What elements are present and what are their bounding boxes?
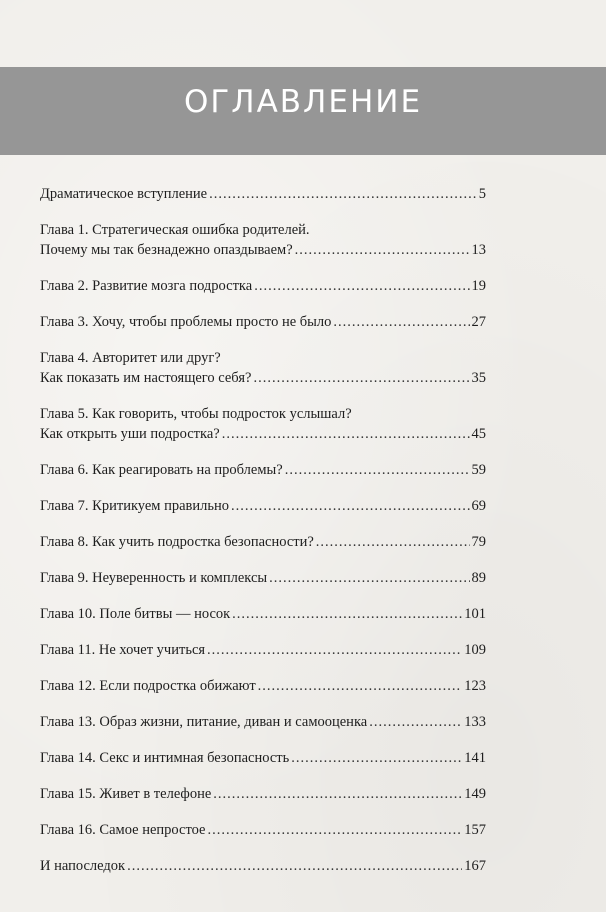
- toc-entry-title: Глава 9. Неуверенность и комплексы: [40, 570, 268, 586]
- toc-page-number: 123: [464, 678, 486, 694]
- dot-leader: [285, 460, 470, 480]
- dot-leader: [291, 748, 462, 768]
- dot-leader: [316, 532, 470, 552]
- toc-page-number: 167: [464, 858, 486, 874]
- toc-entry: [40, 276, 486, 296]
- toc-entry: [40, 640, 486, 660]
- toc-line: [40, 368, 486, 388]
- toc-page-number: 69: [471, 498, 486, 514]
- toc-page-number: 149: [464, 786, 486, 802]
- dot-leader: [231, 496, 469, 516]
- toc-entry-title: Почему мы так безнадежно опаздываем?: [40, 242, 293, 258]
- toc-page-number: 79: [471, 534, 486, 550]
- toc-line: [40, 496, 486, 516]
- toc-entry: [40, 604, 486, 624]
- toc-page-number: 5: [478, 186, 486, 202]
- toc-page-number: 45: [471, 426, 486, 442]
- toc-page-number: 133: [464, 714, 486, 730]
- toc-entry: [40, 404, 486, 444]
- toc-entry: [40, 220, 486, 260]
- toc-entry: [40, 348, 486, 388]
- toc-entry-title: Глава 10. Поле битвы — носок: [40, 606, 231, 622]
- toc-line: [40, 568, 486, 588]
- toc-line: [40, 404, 486, 424]
- dot-leader: [333, 312, 469, 332]
- toc-entry-title: Глава 16. Самое непростое: [40, 822, 206, 838]
- toc-entry: [40, 856, 486, 876]
- toc-line: [40, 460, 486, 480]
- toc-page-number: 157: [464, 822, 486, 838]
- toc-entry-title: Драматическое вступление: [40, 186, 208, 202]
- toc-entry: [40, 712, 486, 732]
- dot-leader: [127, 856, 462, 876]
- toc-line: [40, 312, 486, 332]
- toc-entry-title: Глава 2. Развитие мозга подростка: [40, 278, 253, 294]
- dot-leader: [207, 640, 462, 660]
- toc-line: [40, 532, 486, 552]
- toc-entry-title: Глава 5. Как говорить, чтобы подросток услышал?: [40, 406, 352, 422]
- toc-entry: [40, 532, 486, 552]
- toc-entry: [40, 184, 486, 204]
- toc-entry: [40, 820, 486, 840]
- toc-line: [40, 640, 486, 660]
- toc-entry-title: Глава 14. Секс и интимная безопасность: [40, 750, 290, 766]
- toc-page-number: 89: [471, 570, 486, 586]
- page-title: ОГЛАВЛЕНИЕ: [183, 84, 423, 120]
- dot-leader: [369, 712, 462, 732]
- dot-leader: [213, 784, 462, 804]
- toc-line: [40, 220, 486, 240]
- toc-line: [40, 240, 486, 260]
- dot-leader: [269, 568, 469, 588]
- toc-line: [40, 184, 486, 204]
- toc-line: [40, 276, 486, 296]
- toc-entry-title: Как показать им настоящего себя?: [40, 370, 252, 386]
- dot-leader: [222, 424, 470, 444]
- toc-entry-title: Глава 3. Хочу, чтобы проблемы просто не было: [40, 314, 332, 330]
- toc-entry-title: Как открыть уши подростка?: [40, 426, 220, 442]
- toc-page-number: 141: [464, 750, 486, 766]
- toc-line: [40, 348, 486, 368]
- toc-entry-title: И напоследок: [40, 858, 126, 874]
- toc-page-number: 19: [471, 278, 486, 294]
- dot-leader: [232, 604, 462, 624]
- dot-leader: [254, 276, 469, 296]
- toc-line: [40, 712, 486, 732]
- toc-page-number: 13: [471, 242, 486, 258]
- dot-leader: [295, 240, 470, 260]
- toc-line: [40, 856, 486, 876]
- toc-line: [40, 748, 486, 768]
- toc-entry: [40, 676, 486, 696]
- toc-entry-title: Глава 11. Не хочет учиться: [40, 642, 206, 658]
- dot-leader: [258, 676, 463, 696]
- toc-entry: [40, 312, 486, 332]
- toc-entry-title: Глава 8. Как учить подростка безопасности?: [40, 534, 314, 550]
- toc-page-number: 59: [471, 462, 486, 478]
- toc-entry-title: Глава 1. Стратегическая ошибка родителей.: [40, 222, 310, 238]
- toc-entry-title: Глава 13. Образ жизни, питание, диван и самооценка: [40, 714, 368, 730]
- toc-entry-title: Глава 4. Авторитет или друг?: [40, 350, 221, 366]
- toc-entry-title: Глава 6. Как реагировать на проблемы?: [40, 462, 283, 478]
- toc-entry-title: Глава 15. Живет в телефоне: [40, 786, 212, 802]
- toc-line: [40, 424, 486, 444]
- toc-page-number: 27: [471, 314, 486, 330]
- toc-page-number: 35: [471, 370, 486, 386]
- toc-line: [40, 604, 486, 624]
- toc-entry-title: Глава 12. Если подростка обижают: [40, 678, 256, 694]
- toc-page-number: 101: [464, 606, 486, 622]
- toc-entry: [40, 748, 486, 768]
- dot-leader: [253, 368, 469, 388]
- toc-entry-title: Глава 7. Критикуем правильно: [40, 498, 230, 514]
- dot-leader: [207, 820, 462, 840]
- toc-page-number: 109: [464, 642, 486, 658]
- dot-leader: [209, 184, 477, 204]
- toc-entry: [40, 784, 486, 804]
- toc-line: [40, 820, 486, 840]
- toc-entry: [40, 496, 486, 516]
- table-of-contents: [40, 184, 486, 892]
- toc-entry: [40, 460, 486, 480]
- toc-entry: [40, 568, 486, 588]
- toc-line: [40, 784, 486, 804]
- toc-line: [40, 676, 486, 696]
